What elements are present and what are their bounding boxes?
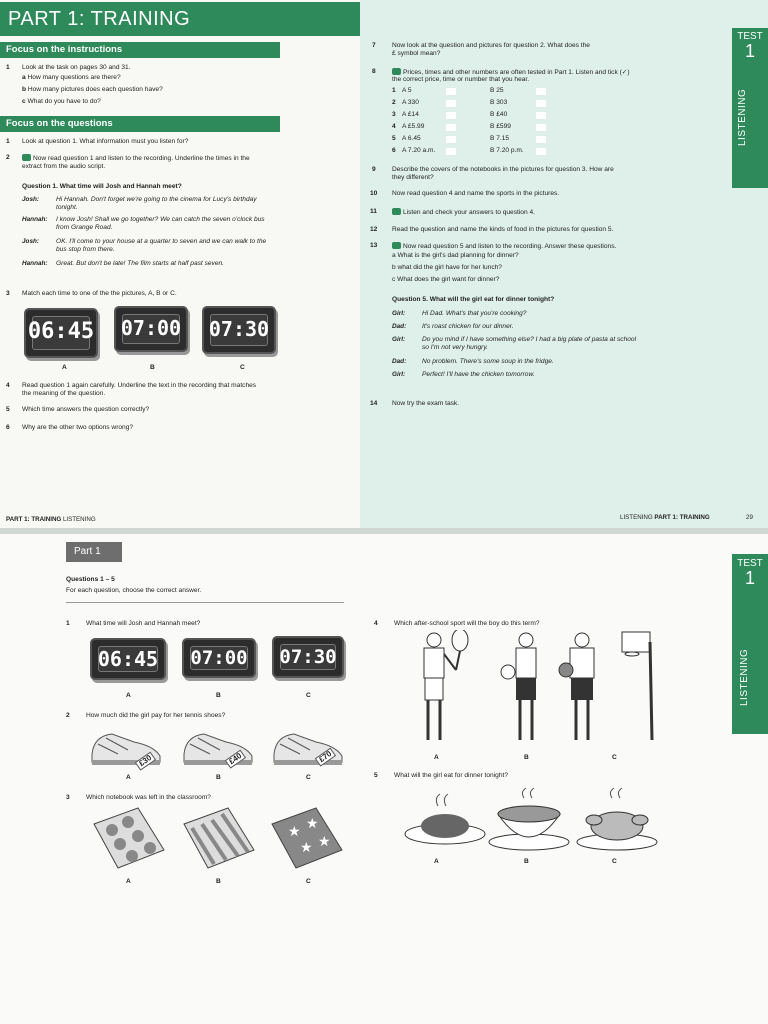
page-footer: PART 1: TRAINING LISTENING <box>6 516 96 523</box>
svg-text:★: ★ <box>306 815 319 831</box>
option-label-b: B <box>524 858 529 865</box>
question-f4-cont: the meaning of the question. <box>22 390 106 397</box>
speaker: Girl: <box>392 336 406 343</box>
script-line: Great. But don't be late! The film starts at half past seven. <box>56 260 225 267</box>
section-heading-questions: Focus on the questions <box>0 116 280 132</box>
instruction-q1: Look at the task on pages 30 and 31. <box>22 64 131 71</box>
item-number: 14 <box>370 400 378 407</box>
question-f2: Now read question 1 and listen to the recording. Underline the times in the <box>22 154 250 163</box>
item-number: 12 <box>370 226 378 233</box>
instruction-q1b: b How many pictures does each question have? <box>22 86 163 93</box>
question-f2-cont: extract from the audio script. <box>22 163 106 170</box>
audio-icon[interactable] <box>392 208 401 215</box>
script-title: Question 5. What will the girl eat for dinner tonight? <box>392 296 555 303</box>
svg-text:★: ★ <box>300 839 313 855</box>
question-f3: Match each time to one of the the pictures, A, B or C. <box>22 290 177 297</box>
question-q10: Now read question 4 and name the sports in the pictures. <box>392 190 560 197</box>
question-q14: Now try the exam task. <box>392 400 460 407</box>
tick-option-b[interactable]: B 25 <box>490 87 504 94</box>
question-q8: Prices, times and other numbers are often tested in Part 1. Listen and tick (✓) <box>392 68 630 77</box>
tick-option-b[interactable]: B £40 <box>490 111 508 118</box>
exam-q2: How much did the girl pay for her tennis shoes? <box>86 712 226 719</box>
page-footer: LISTENING PART 1: TRAINING <box>620 514 710 521</box>
option-label-a: A <box>126 774 131 781</box>
notebook-stars <box>266 806 346 872</box>
question-q12: Read the question and name the kinds of food in the pictures for question 5. <box>392 226 614 233</box>
item-number: 1 <box>6 64 10 71</box>
script-line: bus stop from there. <box>56 246 115 253</box>
item-number: 5 <box>374 772 378 779</box>
item-number: 13 <box>370 242 378 249</box>
notebook-spotted <box>88 806 168 872</box>
question-f1: Look at question 1. What information must you listen for? <box>22 138 189 145</box>
speaker: Hannah: <box>22 216 48 223</box>
question-q11: Listen and check your answers to question 4. <box>392 208 535 217</box>
tick-option-b[interactable]: B 7.15 <box>490 135 510 142</box>
exam-q4: Which after-school sport will the boy do this term? <box>394 620 540 627</box>
football-player-figure <box>496 630 556 750</box>
tick-box[interactable] <box>446 112 456 119</box>
price-tag-b: £40 <box>225 749 247 769</box>
option-label-c: C <box>306 878 311 885</box>
option-label-c: C <box>612 754 617 761</box>
pasta-plate <box>400 792 490 852</box>
tick-option-a[interactable]: A 330 <box>402 99 419 106</box>
item-number: 9 <box>372 166 376 173</box>
tick-option-b[interactable]: B £599 <box>490 123 511 130</box>
exam-page-left <box>0 534 360 1024</box>
question-q7-cont: £ symbol mean? <box>392 50 441 57</box>
training-page-left <box>0 0 360 528</box>
item-number: 1 <box>66 620 70 627</box>
script-line: Hi Dad. What's that you're cooking? <box>422 310 527 317</box>
clock-b: 07:00 <box>114 306 188 352</box>
script-line: Perfect! I'll have the chicken tomorrow. <box>422 371 535 378</box>
section-heading-instructions: Focus on the instructions <box>0 42 280 58</box>
shoe-c <box>270 724 348 770</box>
test-side-tab: TEST 1 LISTENING <box>732 554 768 734</box>
clock-b: 07:00 <box>182 638 256 678</box>
item-number: 5 <box>6 406 10 413</box>
question-q8-cont: the correct price, time or number that you hear. <box>392 76 530 83</box>
item-number: 11 <box>370 208 377 215</box>
audio-icon[interactable] <box>392 242 401 249</box>
option-label-b: B <box>216 774 221 781</box>
item-number: 4 <box>6 382 10 389</box>
exam-q1: What time will Josh and Hannah meet? <box>86 620 201 627</box>
script-line: It's roast chicken for our dinner. <box>422 323 514 330</box>
item-number: 1 <box>6 138 10 145</box>
tick-option-number: 4 <box>392 123 396 130</box>
option-label-a: A <box>126 878 131 885</box>
question-q13c: c What does the girl want for dinner? <box>392 276 500 283</box>
question-q13a: a What is the girl's dad planning for dinner? <box>392 252 519 259</box>
instruction-q1c: c What do you have to do? <box>22 98 101 105</box>
tick-box[interactable] <box>536 112 546 119</box>
tick-option-b[interactable]: B 7.20 p.m. <box>490 147 524 154</box>
item-number: 2 <box>6 154 10 161</box>
exam-q5: What will the girl eat for dinner tonight? <box>394 772 508 779</box>
svg-text:★: ★ <box>288 823 301 839</box>
shoe-a <box>88 724 166 770</box>
option-label-b: B <box>524 754 529 761</box>
question-q7: Now look at the question and pictures for question 2. What does the <box>392 42 590 49</box>
clock-c: 07:30 <box>272 636 344 678</box>
exam-q3: Which notebook was left in the classroom? <box>86 794 211 801</box>
tick-box[interactable] <box>446 88 456 95</box>
tick-box[interactable] <box>446 136 456 143</box>
question-f5: Which time answers the question correctly? <box>22 406 150 413</box>
tick-box[interactable] <box>536 88 546 95</box>
part-label: Part 1 <box>66 542 122 562</box>
tennis-player-figure <box>410 630 470 750</box>
option-label-b: B <box>216 878 221 885</box>
exam-instructions: For each question, choose the correct answer. <box>66 587 202 594</box>
tick-option-number: 6 <box>392 147 396 154</box>
script-title: Question 1. What time will Josh and Hannah meet? <box>22 183 182 190</box>
soup-bowl <box>484 788 574 852</box>
script-line: OK. I'll come to your house at a quarter to seven and we can walk to the <box>56 238 267 245</box>
option-label-c: C <box>306 692 311 699</box>
question-q9: Describe the covers of the notebooks in the pictures for question 3. How are <box>392 166 614 173</box>
tick-box[interactable] <box>536 136 546 143</box>
option-label-b: B <box>150 364 155 371</box>
item-number: 10 <box>370 190 378 197</box>
speaker: Girl: <box>392 310 406 317</box>
option-label-c: C <box>240 364 245 371</box>
item-number: 4 <box>374 620 378 627</box>
option-label-c: C <box>612 858 617 865</box>
item-number: 3 <box>66 794 70 801</box>
roast-chicken <box>572 788 662 852</box>
tick-box[interactable] <box>446 148 456 155</box>
option-label-a: A <box>62 364 67 371</box>
tick-option-a[interactable]: A £5.99 <box>402 123 425 130</box>
page-number: 29 <box>746 514 753 521</box>
option-label-a: A <box>126 692 131 699</box>
item-number: 2 <box>66 712 70 719</box>
option-label-b: B <box>216 692 221 699</box>
script-line: Do you mind if I have something else? I had a big plate of pasta at school <box>422 336 637 343</box>
speaker: Josh: <box>22 196 40 203</box>
shoe-b <box>180 724 258 770</box>
audio-icon[interactable] <box>392 68 401 75</box>
tick-option-a[interactable]: A 7.20 a.m. <box>402 147 436 154</box>
question-q13: Now read question 5 and listen to the recording. Answer these questions. <box>392 242 616 251</box>
svg-text:★: ★ <box>318 833 331 849</box>
tick-box[interactable] <box>536 124 546 131</box>
price-tag-c: £70 <box>315 747 337 767</box>
speaker: Dad: <box>392 323 407 330</box>
option-label-c: C <box>306 774 311 781</box>
script-line: tonight. <box>56 204 78 211</box>
item-number: 8 <box>372 68 376 75</box>
tick-option-a[interactable]: A 5 <box>402 87 412 94</box>
tick-box[interactable] <box>536 100 546 107</box>
basketball-player-figure <box>556 630 676 750</box>
question-f6: Why are the other two options wrong? <box>22 424 134 431</box>
speaker: Josh: <box>22 238 40 245</box>
script-line: No problem. There's some soup in the fridge. <box>422 358 554 365</box>
item-number: 7 <box>372 42 376 49</box>
tick-box[interactable] <box>446 124 456 131</box>
option-label-a: A <box>434 754 439 761</box>
tick-option-number: 1 <box>392 87 396 94</box>
script-line: Hi Hannah. Don't forget we're going to the cinema for Lucy's birthday <box>56 196 257 203</box>
question-range: Questions 1 – 5 <box>66 576 115 583</box>
speaker: Hannah: <box>22 260 48 267</box>
page-title: PART 1: TRAINING <box>0 2 360 36</box>
tick-option-number: 2 <box>392 99 396 106</box>
tick-option-number: 3 <box>392 111 396 118</box>
clock-a: 06:45 <box>90 638 166 680</box>
question-q9-cont: they different? <box>392 174 434 181</box>
training-page-right <box>360 0 768 528</box>
tick-option-number: 5 <box>392 135 396 142</box>
tick-box[interactable] <box>446 100 456 107</box>
tick-box[interactable] <box>536 148 546 155</box>
audio-icon[interactable] <box>22 154 31 161</box>
speaker: Dad: <box>392 358 407 365</box>
exam-page-right <box>360 534 768 1024</box>
question-f4: Read question 1 again carefully. Underline the text in the recording that matches <box>22 382 257 389</box>
clock-a: 06:45 <box>24 308 98 358</box>
notebook-striped <box>178 806 258 872</box>
divider <box>66 602 344 603</box>
option-label-a: A <box>434 858 439 865</box>
tick-option-a[interactable]: A £14 <box>402 111 419 118</box>
tick-option-b[interactable]: B 303 <box>490 99 508 106</box>
test-side-tab: TEST 1 LISTENING <box>732 28 768 188</box>
question-q13b: b what did the girl have for her lunch? <box>392 264 502 271</box>
script-line: from Grange Road. <box>56 224 113 231</box>
script-line: so I'm not very hungry. <box>422 344 489 351</box>
clock-c: 07:30 <box>202 306 276 354</box>
item-number: 6 <box>6 424 10 431</box>
script-line: I know Josh! Shall we go together? We can catch the seven o'clock bus <box>56 216 265 223</box>
item-number: 3 <box>6 290 10 297</box>
price-tag-a: £30 <box>135 751 157 771</box>
instruction-q1a: a How many questions are there? <box>22 74 121 81</box>
speaker: Girl: <box>392 371 406 378</box>
tick-option-a[interactable]: A 6.45 <box>402 135 421 142</box>
